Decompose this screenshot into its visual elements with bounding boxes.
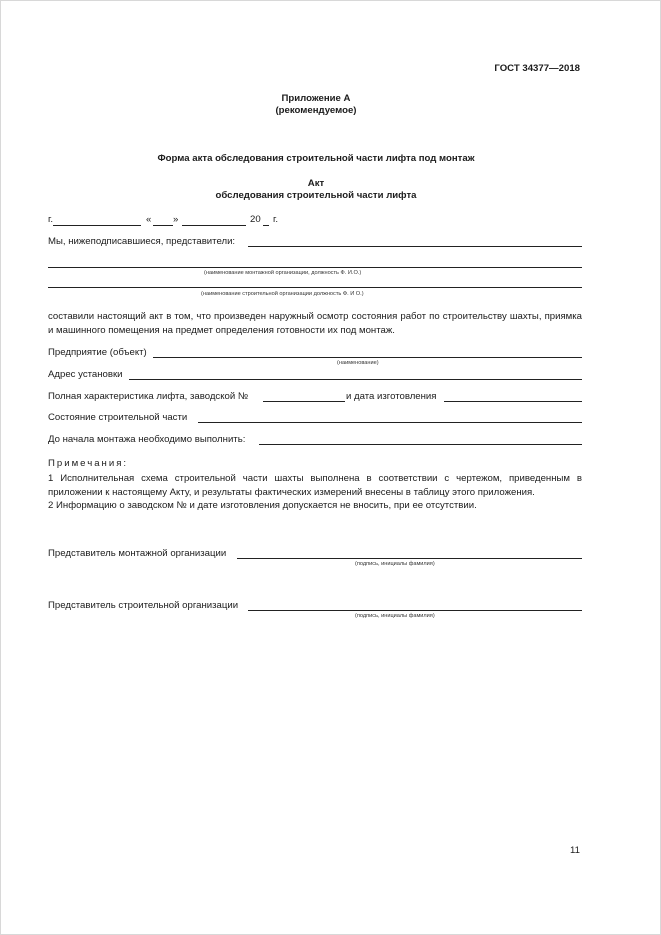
standard-number: ГОСТ 34377—2018 — [494, 63, 580, 74]
address-label: Адрес установки — [48, 369, 123, 380]
installer-signature-caption: (подпись, инициалы фамилия) — [355, 561, 435, 567]
act-title: Акт — [307, 178, 325, 189]
quote-open: « — [146, 214, 152, 225]
year-suffix: г. — [273, 214, 278, 225]
serial-number-blank[interactable] — [263, 401, 345, 402]
appendix-note: (рекомендуемое) — [275, 105, 357, 116]
note-item: 1 Исполнительная схема строительной части шахты выполнена в соответствии с чертежом, приведенным в приложении к настоящему Акту, и результаты фактических измерений внесены в таблицу этого приложения. — [48, 473, 582, 498]
address-blank[interactable] — [129, 379, 582, 380]
notes-title: Примечания: — [48, 458, 129, 469]
note-item: 2 Информацию о заводском № и дате изготовления допускается не вносить, при ее отсутствии. — [48, 500, 477, 511]
builder-signature-blank[interactable] — [248, 610, 582, 611]
installer-signature-blank[interactable] — [237, 558, 582, 559]
builder-org-blank[interactable] — [48, 287, 582, 288]
enterprise-blank[interactable] — [153, 357, 582, 358]
todo-blank[interactable] — [259, 444, 582, 445]
installer-org-blank[interactable] — [48, 267, 582, 268]
todo-label: До начала монтажа необходимо выполнить: — [48, 434, 246, 445]
year-prefix: 20 — [250, 214, 261, 225]
city-prefix: г. — [48, 214, 53, 225]
condition-label: Состояние строительной части — [48, 412, 188, 423]
page-number: 11 — [570, 845, 580, 856]
representatives-blank[interactable] — [248, 246, 582, 247]
appendix-title: Приложение А — [281, 93, 351, 104]
builder-signature-label: Представитель строительной организации — [48, 600, 239, 611]
representatives-label: Мы, нижеподписавшиеся, представители: — [48, 236, 236, 247]
month-blank[interactable] — [182, 225, 246, 226]
condition-blank[interactable] — [198, 422, 582, 423]
year-blank[interactable] — [263, 225, 269, 226]
enterprise-caption: (наименование) — [337, 360, 379, 366]
quote-close: » — [173, 214, 179, 225]
day-blank[interactable] — [153, 225, 173, 226]
installer-signature-label: Представитель монтажной организации — [48, 548, 227, 559]
characteristics-label: Полная характеристика лифта, заводской № — [48, 391, 249, 402]
manufacture-date-label: и дата изготовления — [346, 391, 437, 402]
builder-signature-caption: (подпись, инициалы фамилия) — [355, 613, 435, 619]
enterprise-label: Предприятие (объект) — [48, 347, 147, 358]
installer-org-caption: (наименование монтажной организации, должность Ф. И.О.) — [204, 270, 362, 276]
body-paragraph: составили настоящий акт в том, что произведен наружный осмотр состояния работ по строительству шахты, приямка и машинного помещения на предмет определения готовности их под монтаж. — [48, 311, 582, 336]
form-title: Форма акта обследования строительной части лифта под монтаж — [157, 153, 475, 164]
act-subtitle: обследования строительной части лифта — [215, 190, 417, 201]
city-blank[interactable] — [53, 225, 141, 226]
builder-org-caption: (наименование строительной организации должность Ф. И О.) — [201, 291, 364, 297]
manufacture-date-blank[interactable] — [444, 401, 582, 402]
